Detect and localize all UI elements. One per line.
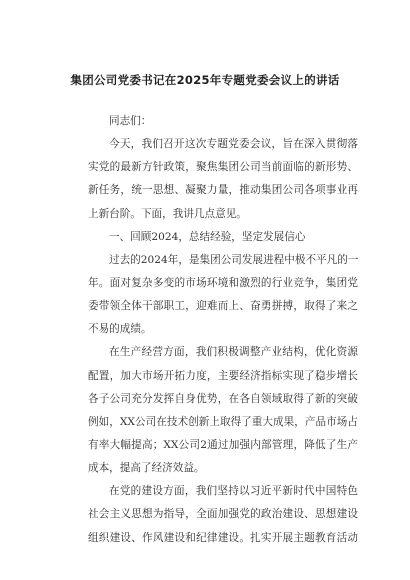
- text-line: 配置，加大市场开拓力度，主要经济指标实现了稳步增长: [88, 369, 358, 382]
- text-line: 例如，XX公司在技术创新上取得了重大成果，产品市场占: [88, 415, 358, 428]
- text-line: 实党的最新方针政策，聚焦集团公司当前面临的新形势、: [88, 161, 358, 174]
- salutation: 同志们：: [109, 115, 152, 127]
- text-line: 组织建设、作风建设和纪律建设。扎实开展主题教育活动: [88, 531, 358, 544]
- text-line: 过去的2024年，是集团公司发展进程中极不平凡的一: [109, 253, 358, 266]
- text-line: 年。面对复杂多变的市场环境和激烈的行业竞争，集团党: [88, 276, 358, 289]
- text-line: 社会主义思想为指导，全面加强党的政治建设、思想建设: [88, 508, 358, 521]
- paragraph-lines: [88, 133, 358, 550]
- text-line: 上新台阶。下面，我讲几点意见。: [88, 207, 247, 220]
- text-line: 委带领全体干部职工，迎难而上、奋勇拼搏，取得了来之: [88, 300, 358, 313]
- text-line: 不易的成绩。: [88, 323, 152, 336]
- document-title: 集团公司党委书记在2025年专题党委会议上的讲话: [70, 73, 340, 87]
- text-line: 在党的建设方面，我们坚持以习近平新时代中国特色: [109, 485, 358, 498]
- text-line: 新任务，统一思想、凝聚力量，推动集团公司各项事业再: [88, 184, 358, 197]
- text-line: 今天，我们召开这次专题党委会议，旨在深入贯彻落: [109, 138, 358, 151]
- text-line: 有率大幅提高；XX公司2通过加强内部管理，降低了生产: [88, 438, 358, 451]
- document-body: [88, 110, 358, 550]
- text-line: 各子公司充分发挥自身优势，在各自领域取得了新的突破: [88, 392, 358, 405]
- text-line: 成本，提高了经济效益。: [88, 462, 205, 475]
- text-line: 一、回顾2024，总结经验，坚定发展信心: [109, 230, 306, 243]
- text-line: 在生产经营方面，我们积极调整产业结构，优化资源: [109, 346, 358, 359]
